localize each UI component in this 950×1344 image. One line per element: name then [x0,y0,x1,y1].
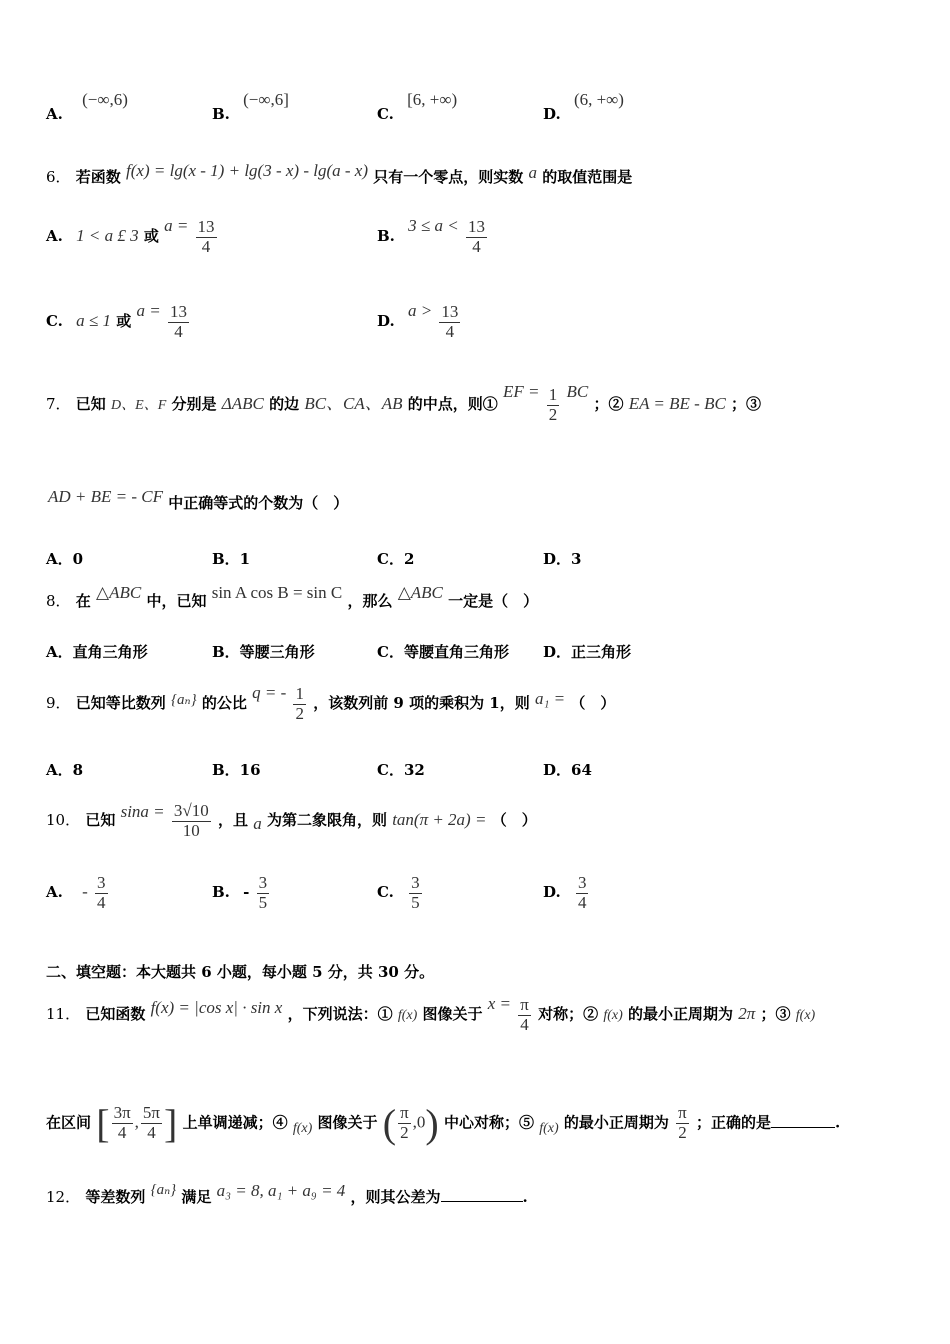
option-expr: a ≤ 1 [76,311,111,331]
q10-option-a[interactable] [46,874,110,912]
denominator: 2 [676,1123,689,1143]
numerator: 3√10 [173,801,209,820]
fraction [196,218,217,256]
denominator: 2 [548,404,558,424]
denominator: 4 [168,322,189,342]
denominator: 4 [518,1015,531,1035]
function-formula: f(x) = |cos x| · sin x [150,998,283,1018]
option-expr: (6, +∞) [573,90,624,109]
equation-1-rhs: BC [566,382,589,402]
q7-option-a[interactable]: A．0 [46,550,84,568]
q7-option-d[interactable]: D．3 [543,550,582,568]
question-7 [46,382,762,424]
denominator: 4 [466,237,487,257]
fx: f(x) [397,1008,418,1024]
sine-lhs: sina = [120,802,165,822]
q7-option-b[interactable]: B．1 [212,550,251,568]
answer-blank[interactable] [771,1113,835,1128]
fx: f(x) [539,1120,559,1136]
option-label: D. [543,883,561,902]
option-label: D. [543,105,561,123]
numerator: 5π [142,1103,161,1123]
sign: - [82,882,88,902]
option-label: B. [377,227,395,246]
q6-option-a[interactable] [46,218,219,256]
question-text: ；正确的是 [695,1113,771,1132]
question-text: （ ） [491,811,537,830]
question-number: 7． [46,395,71,414]
question-number: 10． [46,811,81,830]
question-number: 9． [46,694,71,713]
fraction [141,1104,162,1142]
equation-1-lhs: EF = [503,382,540,402]
q8-option-b[interactable]: B．等腰三角形 [212,643,315,661]
question-text: 一定是（ ） [448,592,539,610]
question-text: . [522,1188,528,1206]
fx: f(x) [292,1120,313,1136]
question-number: 11． [46,1005,81,1024]
question-text: ；③ [731,395,762,414]
fx: f(x) [795,1008,816,1024]
numerator: π [520,995,529,1014]
denominator: 4 [196,237,217,257]
x-lhs: x = [487,994,512,1014]
sign: - [243,883,250,902]
question-7-line2 [48,487,349,513]
question-text: 已知函数 [85,1005,146,1024]
question-text: 等差数列 [85,1188,146,1206]
fraction [168,303,189,341]
q8-option-a[interactable]: A．直角三角形 [46,643,148,661]
numerator: 13 [467,217,485,236]
option-label: C. [377,105,394,123]
numerator: 3 [411,873,420,892]
option-expr: 3 ≤ a < [408,216,459,236]
option-text: 或 [143,227,159,246]
fraction [409,874,422,912]
q9-option-a[interactable]: A．8 [46,761,84,779]
equation-3: AD + BE = - CF [48,487,164,506]
fraction [576,874,589,912]
fraction [398,1104,411,1142]
denominator: 5 [411,892,420,912]
condition: a₃ = 8, a₁ + a₉ = 4 [216,1181,346,1200]
numerator: 3 [258,873,268,892]
question-9 [46,685,615,723]
function-formula: f(x) = lg(x - 1) + lg(3 - x) - lg(a - x) [126,161,368,180]
q5-option-b[interactable] [212,90,289,124]
numerator: 13 [441,302,459,321]
fraction [676,1104,689,1142]
question-text: ，且 [217,811,248,830]
question-10 [46,802,537,840]
answer-blank[interactable] [441,1187,523,1202]
sequence: {aₙ} [171,692,197,709]
fraction [439,303,460,341]
points: D、E、F [111,398,167,414]
option-label: C. [46,312,63,331]
numerator: 13 [169,302,187,321]
option-label: A. [46,105,63,123]
question-text: 中正确等式的个数为（ ） [168,494,349,512]
question-text: ，下列说法：① [287,1005,393,1024]
question-text: 的中点，则① [407,395,498,414]
denominator: 4 [439,322,460,342]
q10-option-c[interactable] [377,874,424,912]
edges: BC、CA、AB [304,394,403,414]
question-number: 8． [46,592,71,610]
question-text: 满足 [181,1188,212,1206]
q10-option-b[interactable] [212,874,271,912]
option-label: A. [46,227,63,246]
question-text: ，则其公差为 [350,1188,441,1206]
option-label: D. [377,312,395,331]
q10-option-d[interactable] [543,874,590,912]
option-text: 或 [116,312,132,331]
q6-option-b[interactable] [377,218,489,256]
triangle: △ABC [397,583,443,602]
question-text: 中心对称；⑤ [443,1113,534,1132]
q9-option-c[interactable]: C．32 [377,761,425,779]
fraction [172,802,211,840]
question-text: 对称；② [538,1005,599,1024]
question-text: 在区间 [46,1113,92,1132]
q7-option-c[interactable]: C．2 [377,550,415,568]
option-expr: a = [136,301,161,321]
q8-option-d[interactable]: D．正三角形 [543,643,632,661]
question-text: 已知等比数列 [75,694,166,713]
equation: sin A cos B = sin C [211,583,343,602]
equation-2: EA = BE - BC [628,394,726,414]
question-text: ；② [593,395,624,414]
question-text: （ ） [570,694,616,713]
question-text: 的取值范围是 [542,168,633,186]
numerator: 13 [197,217,215,236]
option-expr: (−∞,6] [243,90,289,109]
question-text: 若函数 [75,168,121,186]
denominator: 4 [141,1123,162,1143]
denominator: 2 [398,1123,411,1143]
fraction [112,1104,133,1142]
q5-option-c[interactable] [377,90,458,124]
question-text: 在 [75,592,91,610]
fraction [95,874,108,912]
question-text: . [835,1113,841,1132]
question-text: ，那么 [347,592,393,610]
question-8 [46,583,539,611]
question-text: 中，已知 [146,592,207,610]
question-text: 的最小正周期为 [628,1005,734,1024]
numerator: 3 [577,873,587,892]
option-expr: [6, +∞) [407,90,458,109]
fraction-half [547,386,560,424]
numerator: π [400,1103,409,1123]
sequence: {aₙ} [150,1182,177,1198]
option-label: A. [46,883,63,902]
fraction [466,218,487,256]
question-text: ，该数列前 9 项的乘积为 1，则 [313,694,530,713]
numerator: 1 [548,385,558,404]
q9-option-d[interactable]: D．64 [543,761,592,779]
question-text: 图像关于 [317,1113,378,1132]
q6-option-d[interactable] [377,303,462,341]
q5-option-d[interactable] [543,90,624,124]
question-text: 为第二象限角，则 [266,811,387,830]
option-expr: a = [164,216,189,236]
fx: f(x) [603,1008,623,1024]
triangle: △ABC [96,583,142,602]
option-expr: (−∞,6) [82,90,128,109]
fraction [257,874,270,912]
question-text: 的最小正周期为 [563,1113,669,1132]
fraction [518,996,531,1034]
question-text: 图像关于 [422,1005,483,1024]
option-expr: a > [407,301,433,321]
numerator: 1 [295,684,304,703]
question-text: ；③ [760,1005,791,1024]
period: 2π [738,1004,756,1024]
numerator: 3 [97,873,106,892]
variable: a [253,814,262,834]
numerator: π [678,1103,687,1123]
question-text: 的边 [269,395,300,414]
q6-option-c[interactable] [46,303,191,341]
denominator: 5 [258,892,268,912]
denominator: 4 [97,892,106,912]
question-11 [46,996,815,1034]
first-term: a₁ = [534,689,566,709]
q8-option-c[interactable]: C．等腰直角三角形 [377,643,509,661]
numerator: 3π [113,1103,131,1123]
point-y: 0 [416,1112,426,1132]
ratio-lhs: q = - [252,683,287,703]
variable: a [528,163,537,182]
question-text: 上单调递减；④ [182,1113,288,1132]
triangle: ΔABC [221,394,264,414]
q9-option-b[interactable]: B．16 [212,761,261,779]
question-text: 分别是 [171,395,217,414]
option-expr: 1 < a £ 3 [76,226,139,246]
question-12 [46,1181,528,1207]
question-text: 只有一个零点，则实数 [373,168,524,186]
question-11-line2: 在区间 [ $\frac{3\pi}{4}$ , $\frac{5\pi}{4}$ ] 上单调递减；④ f(x) 图像关于 ( $\frac{\pi}{2}$ ,0) 中心对称；⑤ f(x) 的最小正周期为 $\frac{\pi}{2}$ ；正确的是 . [46,1101,841,1146]
question-text: 的公比 [201,694,247,713]
option-label: B. [212,105,230,123]
question-number: 12． [46,1188,81,1206]
question-number: 6． [46,168,71,186]
option-label: C. [377,883,394,902]
question-text: 已知 [75,395,106,414]
denominator: 2 [295,703,304,723]
question-text: 已知 [85,811,116,830]
tangent-expr: tan(π + 2a) = [392,810,487,830]
denominator: 4 [577,892,587,912]
denominator: 4 [112,1123,133,1143]
section-heading: 二、填空题：本大题共 6 小题，每小题 5 分，共 30 分。 [46,963,435,981]
denominator: 10 [172,821,211,841]
q5-option-a[interactable] [46,90,128,124]
option-label: B. [212,883,230,902]
question-6 [46,161,633,187]
fraction [293,685,306,723]
